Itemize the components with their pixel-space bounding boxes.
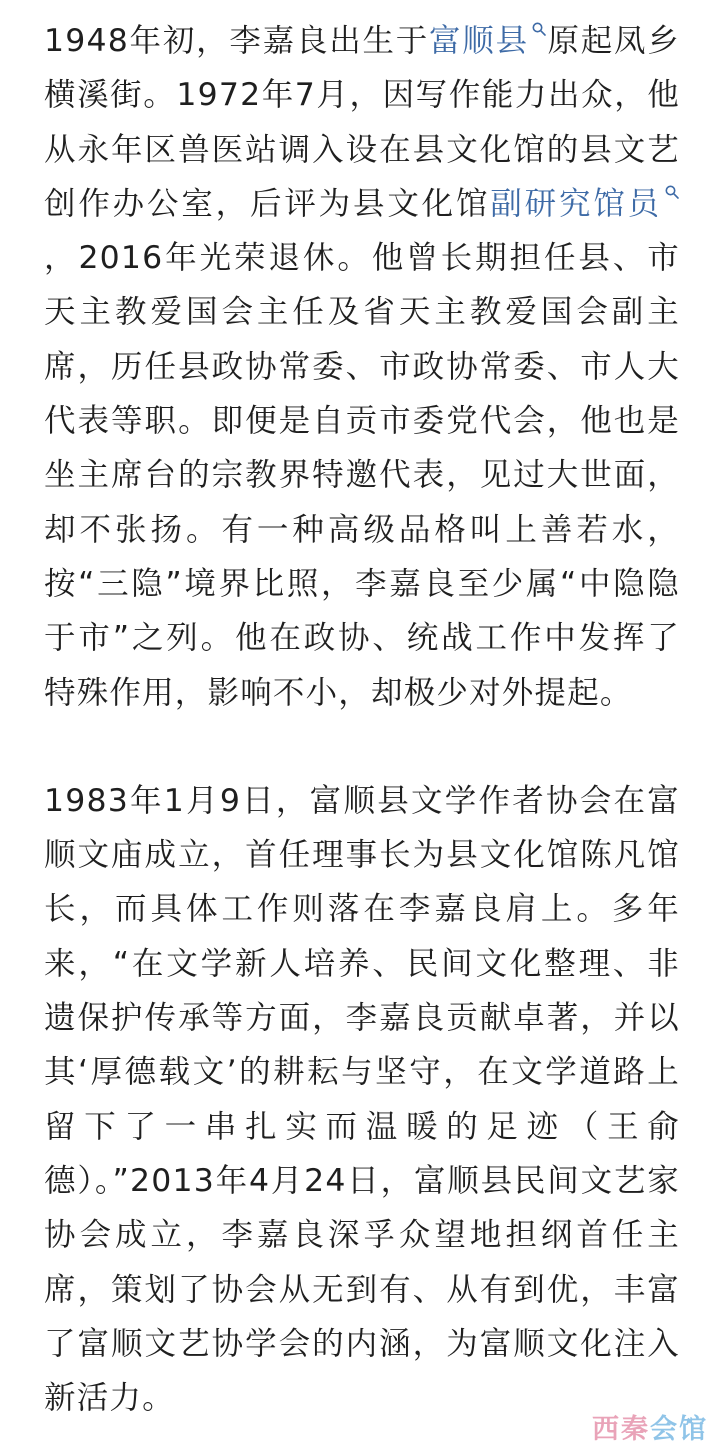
keyword-link-fushun-county[interactable]	[429, 23, 547, 59]
p2-text-1: 1983年1月9日，富顺县文学作者协会在富顺文庙成立，首任理事长为县文化馆陈凡馆长，而具体工作则落在李嘉良肩上。多年来，“在文学新人培养、民间文化整理、非遗保护传承等方面，李嘉良贡献卓著，并以其‘厚德载文’的耕耘与坚守，在文学道路上留下了一串扎实而温暖的足迹（王俞德）。”2013年4月24日，富顺县民间文艺家协会成立，李嘉良深孚众望地担纲首任主席，策划了协会从无到有、从有到优，丰富了富顺文艺协学会的内涵，为富顺文化注入新活力。	[44, 782, 680, 1417]
search-icon	[531, 21, 547, 37]
paragraph-2	[44, 774, 680, 1426]
article-body	[44, 14, 680, 1425]
p1-text-1: 1948年初，李嘉良出生于	[44, 23, 430, 59]
p1-text-3: ，2016年光荣退休。他曾长期担任县、市天主教爱国会主任及省天主教爱国会副主席，历任县政协常委、市政协常委、市人大代表等职。即便是自贡市委党代会，他也是坐主席台的宗教界特邀代表，见过大世面，却不张扬。有一种高级品格叫上善若水，按“三隐”境界比照，李嘉良至少属“中隐隐于市”之列。他在政协、统战工作中发挥了特殊作用，影响不小，却极少对外提起。	[44, 240, 680, 711]
watermark-part-2: 会馆	[650, 1414, 708, 1445]
site-watermark	[592, 1410, 708, 1450]
watermark-part-1: 西秦	[592, 1414, 650, 1445]
keyword-link-label: 富顺县	[429, 23, 529, 59]
keyword-link-associate-researcher[interactable]	[490, 186, 680, 222]
search-icon	[664, 184, 680, 200]
keyword-link-label: 副研究馆员	[490, 185, 662, 222]
p1-text-2: 原起凤乡横溪街。1972年7月，因写作能力出众，他从永年区兽医站调入设在县文化馆的县文艺创作办公室，后评为县文化馆	[44, 23, 680, 222]
paragraph-1	[44, 14, 680, 720]
